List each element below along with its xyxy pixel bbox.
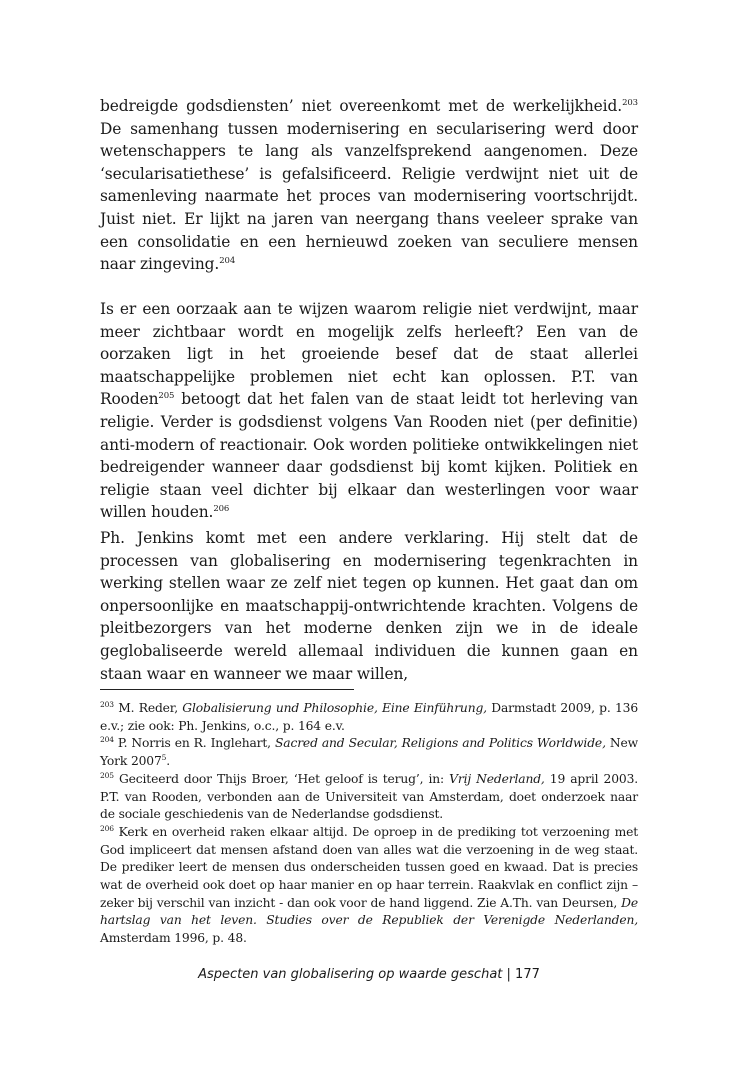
footnote-text: P. Norris en R. Inglehart, [113,736,276,751]
footnote-title: Sacred and Secular, Religions and Politics Worldwide, [275,736,606,751]
footnote-title: De hartslag van het leven. Studies over de Republiek der Verenigde Nederlanden, [100,895,638,928]
paragraph-1-text-a: bedreigde godsdiensten’ niet overeenkomt met de werkelijkheid. [100,97,623,115]
footnote-text: Kerk en overheid raken elkaar altijd. De oproep in de prediking tot verzoening met God impliceert dat mensen afstand doen van alles wat die verzoening in de weg staat. De prediker leert de mensen dus onderscheiden tussen goed en kwaad. Dat is precies wat de overheid ook doet op haar manier en op haar terrein. Raakvlak en conflict zijn – zeker bij verschil van inzicht - dan ook voor de hand liggend. Zie A.Th. van Deursen, [100,824,638,910]
paragraph-3-text: Ph. Jenkins komt met een andere verklaring. Hij stelt dat de processen van globalisering en modernisering tegenkrachten in werking stellen waar ze zelf niet tegen op kunnen. Het gaat dan om onpersoonlijke en maatschappij-ontwrichtende krachten. Volgens de pleitbezorgers van het moderne denken zijn we in de ideale geglobaliseerde wereld allemaal individuen die kunnen gaan en staan waar en wanneer we maar willen, [100,529,638,683]
footnote-text: M. Reder, [113,701,183,715]
footnote-title: Vrij Nederland, [449,771,545,786]
footer-separator: | [502,967,516,982]
footnote-ref-205[interactable]: 205 [158,391,175,402]
footnote-text: New York 2007 [100,736,639,769]
footnote-number: 204 [100,735,114,745]
footnote-203 [100,700,638,735]
paragraph-1 [100,95,638,276]
paragraph-2 [100,298,638,524]
page-footer [0,965,738,985]
footnote-separator [100,689,354,690]
footnote-ref-204[interactable]: 204 [219,256,236,267]
footnote-number: 203 [100,700,114,709]
footnote-text: Amsterdam 1996, p. 48. [100,931,247,946]
running-title: Aspecten van globalisering op waarde geschat [198,967,503,982]
footnote-206 [100,824,638,948]
footnote-text: . [166,754,171,769]
footnote-205 [100,771,638,824]
footnote-number: 205 [100,770,114,780]
edition-number: 5 [161,753,167,763]
page-number: 177 [515,967,540,982]
footnote-ref-203[interactable]: 203 [622,98,638,108]
footnote-title: Globalisierung und Philosophie, Eine Einführung, [182,701,487,715]
footnote-number: 206 [100,823,114,833]
paragraph-3 [100,527,638,685]
paragraph-1-text-b: De samenhang tussen modernisering en secularisering werd door wetenschappers te lang als vanzelfsprekend aangenomen. Deze ‘secularisatiethese’ is gefalsificeerd. Religie verdwijnt niet uit de samenleving naarmate het proces van modernisering voortschrijdt. Juist niet. Er lijkt na jaren van neergang thans veeleer sprake van een consolidatie en een hernieuwd zoeken van seculiere mensen naar zingeving. [100,119,638,274]
footnotes [100,700,638,948]
paragraph-2-text-a: Is er een oorzaak aan te wijzen waarom religie niet verdwijnt, maar meer zichtbaar wordt en mogelijk zelfs herleeft? Een van de oorzaken ligt in het groeiende besef dat de staat allerlei maatschappelijke problemen niet echt kan oplossen. P.T. van Rooden [100,300,638,409]
footnote-ref-206[interactable]: 206 [213,504,230,515]
footnote-text: Darmstadt 2009, p. 136 e.v.; zie ook: Ph. Jenkins, o.c., p. 164 e.v. [100,701,638,733]
paragraph-2-text-b: betoogt dat het falen van de staat leidt tot herleving van religie. Verder is godsdienst volgens Van Rooden niet (per definitie) anti-modern of reactionair. Ook worden politieke ontwikkelingen niet bedreigender wanneer daar godsdienst bij komt kijken. Politiek en religie staan veel dichter bij elkaar dan westerlingen voor waar willen houden. [100,390,638,522]
footnote-204 [100,735,638,770]
footnote-text: Geciteerd door Thijs Broer, ‘Het geloof is terug’, in: [113,771,450,786]
footnote-text: 19 april 2003. P.T. van Rooden, verbonden aan de Universiteit van Amsterdam, doet onderzoek naar de sociale geschiedenis van de Nederlandse godsdienst. [100,771,639,822]
